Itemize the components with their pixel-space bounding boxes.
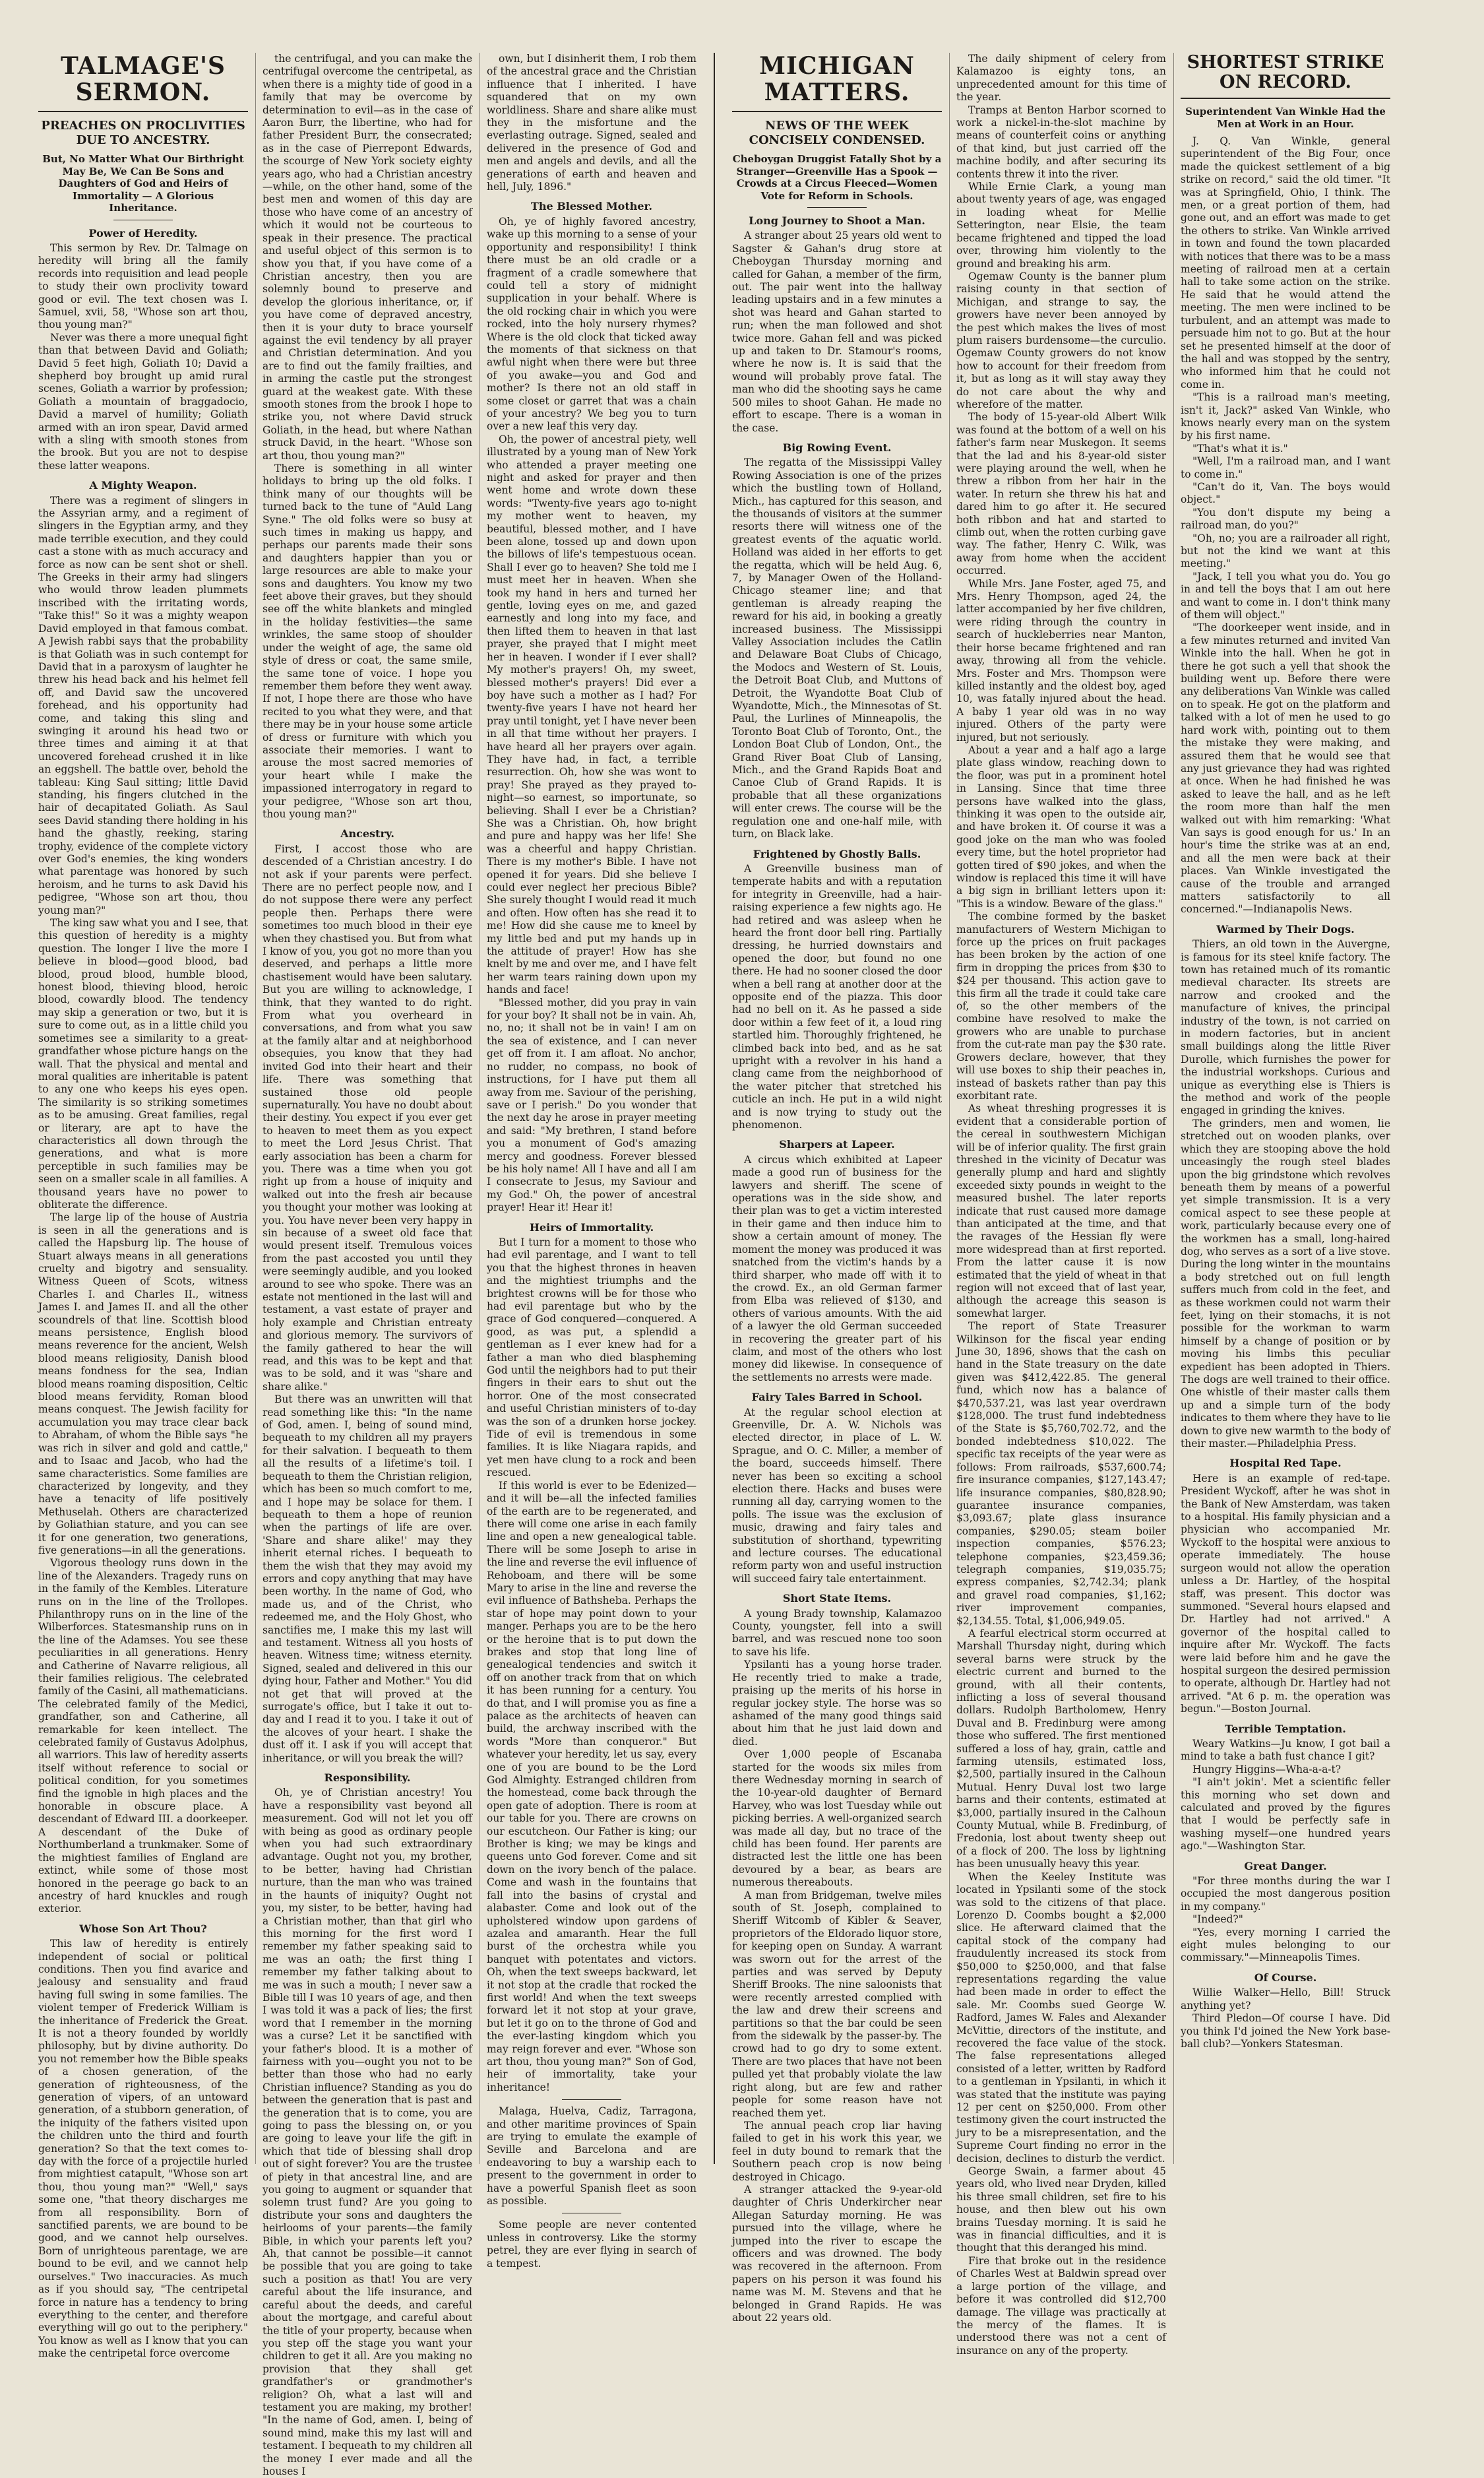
paragraph: Ogemaw County is the banner plum raising county in that section of Michigan, and strange to say, the growers have never been annoyed by the pest which makes the lives of most plum raisers burdensome—the curculio. Ogemaw County growers do not know how to account for their freedom from it, but as long as it will stay away they do not care about the why and wherefore of the matter. (956, 270, 1166, 410)
paragraph: While Mrs. Jane Foster, aged 75, and Mrs. Henry Thompson, aged 24, the latter accompanied by her five children, were riding through the country in search of huckleberries near Manton, their horse became frightened and ran away, throwing all from the vehicle. Mrs. Foster and Mrs. Thompson were killed instantly and the oldest boy, aged 10, was fatally injured about the head. A baby 1 year old was in no way injured. Others of the party were injured, but not seriously. (956, 577, 1166, 744)
paragraph: The regatta of the Mississippi Valley Rowing Association is one of the prizes which the bustling town of Holland, Mich., has captured for this season, and the thousands of visitors at the summer resorts there will witness one of the greatest events of the aquatic world. Holland was aided in her efforts to get the regatta, which will be held Aug. 6, 7, by Manager Owen of the Holland-Chicago steamer line; and that gentleman is already reaping the reward for his aid, in booking a greatly increased business. The Mississippi Valley Association includes the Catlin and Delaware Boat Clubs of Chicago, the Modocs and Western of St. Louis, the Detroit Boat Club, and Muttons of Detroit, the Wyandotte Boat Club of Wyandotte, Mich., the Minnesotas of St. Paul, the Lurlines of Minneapolis, the Toronto Boat Club of Toronto, Ont., the London Boat Club of London, Ont., the Grand River Boat Club of Lansing, Mich., and the Grand Rapids Boat and Canoe Club of Grand Rapids. It is probable that all these organizations will enter crews. The course will be the regulation one and one-half mile, with turn, on Black lake. (732, 457, 942, 841)
paragraph: When the Keeley Institute was located in Ypsilanti some of the stock was sold to the citizens of that place. Lorenzo D. Coombs bought a $2,000 slice. He afterward claimed that the capital stock of the company had fraudulently increased its stock from $50,000 to $250,000, and that false representations regarding the value had been made in order to effect the sale. Mr. Coombs sued George W. Radford, James W. Fales and Alexander McVittie, directors of the institute, and recovered the face value of the stock. The false representations alleged consisted of a letter, written by Radford to a gentleman in Ypsilanti, in which it was stated that the institute was paying 12 per cent on $250,000. From other testimony given the court instructed the jury to be a misrepresentation, and the Supreme Court finding no error in the decision, declines to disturb the verdict. (956, 1870, 1166, 2165)
section-heading: Short State Items. (782, 1592, 892, 1605)
paragraph: Here is an example of red-tape. President Wyckoff, after he was shot in the Bank of New Amsterdam, was taken to a hospital. His family physician and a physician who accompanied Mr. Wyckoff to the hospital were anxious to operate immediately. The house surgeon would not allow the operation unless a Dr. Hartley, of the hospital staff, was present. This doctor was summoned. "Several hours elapsed and Dr. Hartley had not arrived." A governor of the hospital called to inquire after Mr. Wyckoff. The facts were laid before him and he gave the hospital surgeon the desired permission to operate, although Dr. Hartley had not arrived. "At 6 p. m. the operation was begun."—Boston Journal. (1181, 1472, 1390, 1715)
paragraph: Hungry Higgins—Wha-a-a-t? (1192, 1763, 1342, 1775)
paragraph: The king saw what you and I see, that this question of heredity is a mighty question. The longer I live the more I believe in blood—good blood, bad blood, proud blood, humble blood, honest blood, thieving blood, heroic blood, cowardly blood. The tendency may skip a generation or two, but it is sure to come out, as in a little child you sometimes see a similarity to a great-grandfather whose picture hangs on the wall. That the physical and mental and moral qualities are inheritable is patent to any one who keeps his eyes open. The similarity is so striking sometimes as to be amusing. Great families, regal or literary, are apt to have the characteristics all down through the generations, and what is more perceptible in such families may be seen on a smaller scale in all families. A thousand years have no power to obliterate the difference. (38, 917, 248, 1211)
paragraph: "Oh, no; you are a railroader all right, but not the kind we want at this meeting." (1181, 532, 1390, 570)
section-heading: Of Course. (1254, 1971, 1317, 1984)
paragraph: A man from Bridgeman, twelve miles south of St. Joseph, complained to Sheriff Witcomb of Kibler & Seaver, proprietors of the Eldorado liquor store, for keeping open on Sunday. A warrant was sworn out for the arrest of the parties and was served by Deputy Sheriff Brooks. The nine saloonists that were recently arrested complied with the law and drew their screens and partitions so that the bar could be seen from the sidewalk by the passer-by. The crowd had to go dry to some extent. There are two places that have not been pulled yet that probably violate the law right along, but are few and rather people for some reason have not reached them yet. (732, 1889, 942, 2119)
paragraph: "Yes, every morning I carried the eight mules belonging to our commissary."—Minneapolis Times. (1181, 1926, 1390, 1964)
paragraph: The report of State Treasurer Wilkinson for the fiscal year ending June 30, 1896, shows that the cash on hand in the State treasury on the date given was $412,422.85. The general fund, which now has a balance of $470,537.21, was last year overdrawn $128,000. The trust fund indebtedness of the State is $5,760,702.72, and the bonded indebtedness $10,022. The specific tax receipts of the year were as follows: From railroads, $537,600.74; fire insurance companies, $127,143.47; life insurance companies, $80,828.90; guarantee insurance companies, $3,093.67; plate glass insurance companies, $290.05; steam boiler inspection companies, $576.23; telephone companies, $23,459.36; telegraph companies, $19,035.75; express companies, $2,742.34; plank and gravel road companies, $1,162; river improvement companies, $2,134.55. Total, $1,006,949.05. (956, 1320, 1166, 1627)
section-heading: Big Rowing Event. (782, 441, 892, 454)
section-heading: Sharpers at Lapeer. (779, 1138, 895, 1151)
paragraph: "The doorkeeper went inside, and in a few minutes returned and invited Van Winkle into the hall. When he got in there he got such a yell that shook the building went up. Before there were any deliberations Van Winkle was called on to speak. He got on the platform and talked with a lot of men he used to go hard work with, pointing out to them the mistake they were making, and assured them that he would see that any just grievance they had was righted at once. When he had finished he was asked to leave the hall, and as he left the room more than half the men walked out with him remarking: 'What Van says is good enough for us.' In an hour's time the strike was at an end, and all the men were back at their places. Van Winkle investigated the cause of the trouble and arranged matters satisfactorily to all concerned."—Indianapolis News. (1181, 621, 1390, 916)
paragraph: Oh, ye of highly favored ancestry, wake up this morning to a sense of your opportunity and responsibility! I think there must be an old cradle or a fragment of a cradle somewhere that could tell a story of midnight supplication in your behalf. Where is the old rocking chair in which you were rocked, into the holy nursery rhymes? Where is the old clock that ticked away the moments of that sickness on that awful night when there were but three of you awake—you and God and mother? Is there not an old staff in some closet or garret that was a chain of your ancestry? We beg you to turn over a new leaf this very day. (487, 215, 696, 433)
paragraph: If this world is ever to be Edenized—and it will be—all the infected families of the earth are to be regenerated, and there will come one arise in each family line and open a new genealogical table. There will be some Joseph to arise in the line and reverse the evil influence of Rehoboam, and there will be some Mary to arise in the line and reverse the evil influence of Bathsheba. Perhaps the star of hope may point down to your manger. Perhaps you are to be the hero or the heroine that is to put down the brakes and stop that long line of genealogical tendencies and switch it off on another track from that on which it has been running for a century. You do that, and I will promise you as fine a palace as the architects of heaven can build, the archway inscribed with the words "More than conqueror." But whatever your heredity, let us say, every one of you are bound to be the Lord God Almighty. Estranged children from the homestead, come back through the open gate of adoption. There is room at our table for you. There are crowns on our escutcheon. Our Father is king; our Brother is king; we may be kings and queens unto God forever. Come and sit down on the ivory bench of the palace. Come and wash in the fountains that fall into the basins of crystal and alabaster. Come and look out of the upholstered window upon gardens of azalea and amaranth. Hear the full burst of the orchestra while you banquet with potentates and victors. Oh, when the text sweeps backward, let it not stop at the cradle that rocked the first world! And when the text sweeps forward let it not stop at your grave, but let it go on to the throne of God and the ever-lasting kingdom which you may reign forever and ever. "Whose son art thou, thou young man?" Son of God, heir of immortality, take your inheritance! (487, 1479, 696, 2093)
talmage-sermon-headline: TALMAGE'S SERMON. (38, 53, 248, 112)
paragraph: A circus which exhibited at Lapeer made a good run of business for the lawyers and sheriff. The scene of operations was in the side show, and their plan was to get a victim interested in their game and then induce him to show a certain amount of money. The moment the money was produced it was snatched from the victim's hands by a third sharper, who made off with it to the crowd. Ex., an old German farmer from Elba was relieved of $130, and others of various amounts. With the aid of a lawyer the old German succeeded in recovering the greater part of his claim, and most of the others who lost money did likewise. In consequence of the settlements no arrests were made. (732, 1153, 942, 1383)
paragraph: "I ain't jokin'. Met a scientific feller this morning who set down and calculated and proved by the figures that I would be perfectly safe in washing myself—one hundred years ago."—Washington Star. (1181, 1776, 1390, 1853)
paragraph: The grinders, men and women, lie stretched out on wooden planks, over which they are stooping above the hold unceasingly the rough steel blades upon the big grindstone which revolves beneath them by means of a powerful yet simple transmission. It is a very comical aspect to see these people at work, particularly because every one of the workmen has a small, long-haired dog, who serves as a sort of a live stove. During the long winter in the mountains a body stretched out on full length suffers much from cold in the feet, and as these workmen could not warm their feet, lying on their stomachs, it is not possible for the workman to warm himself by a change of position or by moving his limbs this peculiar expedient has been adopted in Thiers. The dogs are well trained to their office. One whistle of their master calls them up and a simple turn of the body indicates to them where they have to lie down to give new warmth to the body of their master.—Philadelphia Press. (1181, 1117, 1390, 1450)
paragraph: Malaga, Huelva, Cadiz, Tarragona, and other maritime provinces of Spain are trying to emulate the example of Seville and Barcelona and are endeavoring to buy a warship each to present to the government in order to have a powerful Spanish fleet as soon as possible. (487, 2105, 696, 2208)
shortest-strike-headline: SHORTEST STRIKE ON RECORD. (1181, 53, 1390, 99)
column-3 (487, 53, 697, 2270)
paragraph: Thiers, an old town in the Auvergne, is famous for its steel knife factory. The town has retained much of its romantic medieval character. Its streets are narrow and crooked and the manufacture of knives, the principal industry of the town, is not carried on in modern factories, but in ancient small buildings along the little River Durolle, which furnishes the power for the industrial workshops. Curious and unique as everything else is Thiers is the method and work of the people engaged in grinding the knives. (1181, 938, 1390, 1117)
section-heading: The Blessed Mother. (530, 200, 653, 213)
paragraph: own, but I disinherit them, I rob them of the ancestral grace and the Christian influence that I inherited. I have squandered that on my own worldliness. Share and share alike must they in the misfortune and the everlasting outrage. Signed, sealed and delivered in the presence of God and men and angels and devils, and all the generations of earth and heaven and hell, July, 1896." (487, 53, 696, 193)
paragraph: "That's what it is." (1192, 442, 1288, 455)
column-1 (38, 52, 248, 2360)
paragraph: Vigorous theology runs down in the line of the Alexanders. Tragedy runs on in the family of the Kembles. Literature runs on in the line of the Trollopes. Philanthropy runs on in the line of the Wilberforces. Statesmanship runs on in the line of the Adamses. You see these peculiarities in all generations. Henry and Catherine of Navarre religious, all their families religious. The celebrated family of the Casini, all mathematicians. The celebrated family of the Medici, grandfather, son and Catherine, all remarkable for keen intellect. The celebrated family of Gustavus Adolphus, all warriors. This law of heredity asserts itself without reference to social or political condition, for you sometimes find the ignoble in high places and the honorable in obscure place. A descendant of Edward III. a doorkeeper. A descendant of the Duke of Northumberland a trunkmaker. Some of the mightiest families of England are extinct, while some of those most honored in the peerage go back to an ancestry of hard knuckles and rough exterior. (38, 1557, 248, 1915)
paragraph: While Ernie Clark, a young man about twenty years of age, was engaged in loading wheat for Mellie Setterington, near Elsie, the team became frightened and tipped the load over, throwing him violently to the ground and breaking his arm. (956, 181, 1166, 270)
column-2 (263, 53, 472, 2477)
sermon-deck: PREACHES ON PROCLIVITIES DUE TO ANCESTRY. (41, 119, 245, 147)
section-heading: Terrible Temptation. (1225, 1722, 1346, 1735)
paragraph: At the regular school election at Greenville, Dr. A. W. Nichols was elected director, in place of L. W. Sprague, and O. C. Miller, a member of the board, succeeds himself. There never has been so exciting a school election there. Hacks and buses were running all day, carrying women to the polls. The issue was the exclusion of music, drawing and fairy tales and substitution of shorthand, typewriting and lecture courses. The educational reform party won and useful instruction will succeed fairy tale entertainment. (732, 1406, 942, 1585)
section-heading: Heirs of Immortality. (529, 1221, 654, 1234)
section-heading: Frightened by Ghostly Balls. (753, 847, 921, 860)
paragraph: "Well, I'm a railroad man, and I want to come in." (1181, 455, 1390, 480)
paragraph: There is something in all winter holidays to bring up the old folks. I think many of our thoughts will be turned back to the tune of "Auld Lang Syne." The old folks were so busy at such times in making us happy, and perhaps our parents made their sons and daughters happier than you or large resources are able to make your sons and daughters. You know my two feet above their graves, but they should see off the white blankets and mingled in the holiday festivities—the same wrinkles, the same stoop of shoulder under the weight of age, the same old style of dress or coat, the same smile, the same tone of voice. I hope you remember them before they went away. If not, I hope there are those who have recited to you what they were, and that there may be in your house some article of dress or furniture with which you associate their memories. I want to arouse the most sacred memories of your heart while I make the impassioned interrogatory in regard to your pedigree, "Whose son art thou, thou young man?" (263, 462, 472, 820)
column-rule (949, 53, 950, 2164)
paragraph: First, I accost those who are descended of a Christian ancestry. I do not ask if your parents were perfect. There are no perfect people now, and I do not suppose there were any perfect people then. Perhaps there were sometimes too much blood in their eye when they chastised you. But from what I know of you, you got no more than you deserved, and perhaps a little more chastisement would have been salutary. But you are willing to acknowledge, I think, that they wanted to do right. From what you overheard in conversations, and from what you saw at the family altar and at neighborhood obsequies, you know that they had invited God into their heart and their life. There was something that sustained those old people supernaturally. You have no doubt about their destiny. You expect if you ever get to heaven to meet them as you expect to meet the Lord Jesus Christ. That early association has been a charm for you. There was a time when you got right up from a house of iniquity and walked out into the fresh air because you thought your mother was looking at you. You have never been very happy in sin because of a sweet old face that would present itself. Tremulous voices from the past accosted you until they were seemingly audible, and you looked around to see who spoke. There was an estate not mentioned in the last will and testament, a vast estate of prayer and holy example and Christian entreaty and glorious memory. The survivors of the family gathered to hear the will read, and this was to be kept and that was to be sold, and it was "share and share alike." (263, 842, 472, 1393)
paragraph: "You don't dispute my being a railroad man, do you?" (1181, 506, 1390, 532)
paragraph: The body of 15-year-old Albert Wilk was found at the bottom of a well on his father's farm near Muskegon. It seems that the lad and his 8-year-old sister were playing around the well, when he threw a ribbon from her hair in the water. In return she threw his hat and dared him to go after it. He secured both ribbon and hat and started to climb out, when the rotten curbing gave way. The father, Henry C. Wilk, was away from home when the accident occurred. (956, 411, 1166, 577)
strike-subdeck: Superintendent Van Winkle Had the Men at Work in an Hour. (1185, 106, 1386, 130)
section-heading: Whose Son Art Thou? (79, 1922, 207, 1935)
paragraph: A young Brady township, Kalamazoo County, youngster, fell into a swill barrel, and was rescued none too soon to save his life. (732, 1607, 942, 1658)
paragraph: This law of heredity is entirely independent of social or political conditions. Then you find avarice and jealousy and sensuality and fraud having full swing in some families. The violent temper of Frederick William is the inheritance of Frederick the Great. It is not a theory founded by worldly philosophy, but by divine authority. Do you not remember how the Bible speaks of a chosen generation, of the generation of righteousness, of the generation of vipers, of an untoward generation, of a stubborn generation, of the iniquity of the fathers visited upon the children unto the third and fourth generation? So that the text comes to-day with the force of a projectile hurled from mightiest catapult, "Whose son art thou, thou young man?" "Well," says some one, "that theory discharges me from all responsibility. Born of sanctified parents, we are bound to be good, and we cannot help ourselves. Born of unrighteous parentage, we are bound to be evil, and we cannot help ourselves." Two inaccuracies. As much as if you should say, "The centripetal force in nature has a tendency to bring everything to the center, and therefore everything will go out to the periphery." You know as well as I know that you can make the centripetal force overcome (38, 1938, 248, 2360)
paragraph: Over 1,000 people of Escanaba started for the woods six miles from there Wednesday morning in search of the 10-year-old daughter of Bernard Harvey, who was lost Tuesday while out picking berries. A well-organized search was made all day, but no trace of the child has been found. Her parents are distracted lest the little one has been devoured by a bear, as bears are numerous thereabouts. (732, 1748, 942, 1889)
section-heading: Hospital Red Tape. (1229, 1457, 1342, 1470)
paragraph: But I turn for a moment to those who had evil parentage, and I want to tell you that the highest thrones in heaven and the mightiest triumphs and the brightest crowns will be for those who had evil parentage but who by the grace of God conquered—conquered. A good, as was put, a splendid a gentleman as I ever knew had for a father a man who died blaspheming God until the neighbors had to put their fingers in their ears to shut out the horror. One of the most consecrated and useful Christian ministers of to-day was the son of a drunken horse jockey. Tide of evil is tremendous in some families. It is like Niagara rapids, and yet men have clung to a rock and been rescued. (487, 1236, 696, 1479)
sermon-subdeck: But, No Matter What Our Birthright May Be, We Can Be Sons and Daughters of God and Heirs of Immortality — A Glorious Inheritance. (42, 153, 244, 214)
michigan-matters-headline: MICHIGAN MATTERS. (732, 53, 942, 112)
section-heading: Fairy Tales Barred in School. (751, 1391, 923, 1404)
divider (807, 207, 867, 208)
paragraph: There was a regiment of slingers in the Assyrian army, and a regiment of slingers in the Egyptian army, and they made terrible execution, and they could cast a stone with as much accuracy and force as now can be sent shot or shell. The Greeks in their army had slingers who would throw leaden plummets inscribed with the irritating words, "Take this!" So it was a mighty weapon David employed in that famous combat. A Jewish rabbi says that the probability is that Goliath was in such contempt for David that in a paroxysm of laughter he threw his head back and his helmet fell off, and David saw the uncovered forehead, and his opportunity had come, and taking this sling and swinging it around his head two or three times and aiming it at that uncovered forehead crushed it in like an eggshell. The battle over, behold the tableau: King Saul sitting; little David standing, his fingers clutched in the hair of decapitated Goliath. As Saul sees David standing there holding in his hand the ghastly, reeking, staring trophy, evidence of the complete victory over God's enemies, the king wonders what parentage was honored by such heroism, and he turns to ask David his pedigree, "Whose son art thou, thou young man?" (38, 494, 248, 916)
column-6 (1181, 53, 1390, 2164)
column-rule (255, 53, 256, 2164)
paragraph: As wheat threshing progresses it is evident that a considerable portion of the cereal in southwestern Michigan will be of inferior quality. The first grain threshed in the vicinity of Decatur was generally plump and hard and slightly exceeded sixty pounds in weight to the measured bushel. The later reports indicate that rust caused more damage than anticipated at the time, and that the ravages of the Hessian fly were more widespread than at first reported. From the latter cause it is now estimated that the yield of wheat in that region will not exceed that of last year, although the acreage this season is somewhat larger. (956, 1102, 1166, 1319)
paragraph: Oh, ye of Christian ancestry! You have a responsibility vast beyond all measurement. God will not let you off with being as good as ordinary people when you had such extraordinary advantage. Ought not you, my brother, to be better, having had Christian nurture, than the man who was trained in the haunts of iniquity? Ought not you, my sister, to be better, having had a Christian mother, than that girl who this morning for the first word I remember my father speaking said to me was an oath; the first thing I remember my father talking about to me was in such a mouth; I never saw a Bible till I was 10 years of age, and then I was told it was a pack of lies; the first word that I remember in the morning was a curse? Let it be sanctified with your father's blood. It is a mother of fairness with you—ought you not to be better than those who had no early Christian influence? Standing as you do between the generation that is past and the generation that is to come, you are going to pass the blessing on, or you are going to leave your life the gift in which that tide of blessing shall drop out of sight forever? You are the trustee of piety in that ancestral line, and are you going to augment or squander that solemn trust fund? Are you going to distribute your sons and daughters the heirlooms of your parents—the family Bible, in which your parents left you? Ah, that cannot be possible—it cannot be possible that you are going to take such a position as that! You are very careful about the life insurance, and careful about the deeds, and careful about the mortgage, and careful about the title of your property, because when you step off the stage you want your children to get it all. Are you making no provision that they shall get grandfather's or grandmother's religion? Oh, what a last will and testament you are making, my brother! "In the name of God, amen. I, being of sound mind, make this my last will and testament. I bequeath to my children all the money I ever made and all the houses I (263, 1787, 472, 2477)
paragraph: The large lip of the house of Austria is seen in all the generations and is called the Hapsburg lip. The house of Stuart always means in all generations cruelty and bigotry and sensuality. Witness Queen of Scots, witness Charles I. and Charles II., witness James I. and James II. and all the other scoundrels of that line. Scottish blood means persistence, English blood means reverence for the ancient, Welsh blood means religiosity, Danish blood means fondness for the sea, Indian blood means roaming disposition, Celtic blood means fervidity, Roman blood means conquest. The Jewish facility for accumulation you may trace clear back to Abraham, of whom the Bible says "he was rich in silver and gold and cattle," and to Isaac and Jacob, who had the same characteristics. Some families are characterized by longevity, and they have a tenacity of life positively Methuselah. Others are characterized by Goliathian stature, and you can see it for one generation, two generations, five generations—in all the generations. (38, 1211, 248, 1556)
paragraph: "For three months during the war I occupied the most dangerous position in my company." (1181, 1875, 1390, 1913)
paragraph: Never was there a more unequal fight than that between David and Goliath; David 5 feet high, Goliath 10; David a shepherd boy brought up amid rural scenes, Goliath a warrior by profession; Goliath a mountain of braggadocio, David a marvel of humility; Goliath armed with an iron spear, David armed with a sling with smooth stones from the brook. But you are not to despise these latter weapons. (38, 331, 248, 472)
paragraph: "Blessed mother, did you pray in vain for your boy? It shall not be in vain. Ah, no, no; it shall not be in vain! I am on the sea of existence, and I can never get off from it. I am afloat. No anchor, no rudder, no compass, no book of instructions, for I have put them all away from me. Saviour of the perishing, save or I perish." Do you wonder that the next day he arose in prayer meeting and said: "My brethren, I stand before you a monument of God's amazing mercy and goodness. Forever blessed be his holy name! All I have and all I am I consecrate to Jesus, my Saviour and my God." Oh, the power of ancestral prayer! Hear it! Hear it! (487, 996, 696, 1214)
paragraph: The daily shipment of celery from Kalamazoo is eighty tons, an unprecedented amount for this time of the year. (956, 53, 1166, 104)
paragraph: "This is a railroad man's meeting, isn't it, Jack?" asked Van Winkle, who knows nearly every man on the system by his first name. (1181, 391, 1390, 442)
paragraph: But there was an unwritten will that read something like this: "In the name of God, amen. I, being of sound mind, bequeath to my children all my prayers for their salvation. I bequeath to them all the results of a lifetime's toil. I bequeath to them the Christian religion, which has been so much comfort to me, and I hope may be solace for them. I bequeath to them a hope of reunion when the partings of life are over. 'Share and share alike!' may they inherit eternal riches. I bequeath to them the wish that they may avoid my errors and copy anything that may have been worthy. In the name of God, who made us, and of the Christ, who redeemed me, and the Holy Ghost, who sanctifies me, I make this my last will and testament. Witness all you hosts of heaven. Witness time; witness eternity. Signed, sealed and delivered in this our dying hour, Father and Mother." You did not get that will proved at the surrogate's office, but I take it out to-day and I read it to you. I take it out of the alcoves of your heart. I shake the dust off it. I ask if you will accept that inheritance, or will you break the will? (263, 1393, 472, 1764)
section-heading: Responsibility. (324, 1771, 411, 1785)
section-heading: A Mighty Weapon. (89, 479, 197, 492)
column-rule (1173, 53, 1174, 2164)
column-4 (732, 52, 942, 2324)
paragraph: Oh, the power of ancestral piety, well illustrated by a young man of New York who attended a prayer meeting one night and asked for prayer and then went home and wrote down these words: "Twenty-five years ago to-night my mother went to heaven, my beautiful, blessed mother, and I have been alone, tossed up and down upon the billows of life's tempestuous ocean. Shall I ever go to heaven? She told me I must meet her in heaven. When she took my hand in hers and turned her gentle, loving eyes on me, and gazed earnestly and long into my face, and then lifted them to heaven in that last prayer, she prayed that I might meet her in heaven. I wonder if I ever shall? My mother's prayers! Oh, my sweet, blessed mother's prayers! Did ever a boy have such a mother as I had? For twenty-five years I have not heard her pray until tonight, yet I have never been in all that time without her prayers. I have heard all her prayers over again. They have had, in fact, a terrible resurrection. Oh, how she was wont to pray! She prayed as they prayed to-night—so earnest, so importunate, so believing. Shall I ever be a Christian? She was a Christian. Oh, how bright and pure and happy was her life! She was a cheerful and happy Christian. There is my mother's Bible. I have not opened it for years. Did she believe I could ever neglect her precious Bible? She surely thought I would read it much and often. How often has she read it to me! How did she cause me to kneel by my little bed and put my hands up in the attitude of prayer! How has she knelt by me and over me, and I have felt her warm tears raining down upon my hands and face! (487, 433, 697, 996)
paragraph: Some people are never contented unless in controversy. Like the stormy petrel, they are ever flying in search of a tempest. (487, 2219, 696, 2270)
paragraph: "Indeed?" (1192, 1913, 1243, 1926)
column-rule (479, 53, 480, 2164)
paragraph: The combine formed by the basket manufacturers of Western Michigan to force up the prices on fruit packages has been broken by the action of one firm in dropping the prices from $30 to $24 per thousand. This action gave to this firm all the trade it could take care of, so the other members of the combine have resolved to make the growers who are unable to purchase from the cut-rate man pay the $30 rate. Growers declare, however, that they will use boxes to ship their peaches in, instead of baskets rather than pay this exorbitant rate. (956, 910, 1166, 1102)
paragraph: Tramps at Benton Harbor scorned to work a nickel-in-the-slot machine by means of counterfeit coins or anything of that kind, but just carried off the machine bodily, and after securing its contents threw it into the river. (956, 104, 1166, 180)
paragraph: Fire that broke out in the residence of Charles West at Baldwin spread over a large portion of the village, and before it was controlled did $12,700 damage. The village was practically at the mercy of the flames. It is understood there was not a cent of insurance on any of the property. (956, 2254, 1166, 2357)
paragraph: "Can't do it, Van. The boys would object." (1181, 480, 1390, 506)
paragraph: A Greenville business man of temperate habits and with a reputation for integrity in Greenville, had a hair-raising experience a few nights ago. He had retired and was asleep when he heard the front door bell ring. Partially dressing, he hurried downstairs and opened the door, but found no one there. He had no sooner closed the door when a bell rang at another door at the opposite end of the piazza. This door had no bell on it. As he passed a side door within a few feet of it, a loud ring startled him. Thoroughly frightened, he climbed back into bed, and as he sat upright with a revolver in his hand a clang came from the neighborhood of the water pitcher that stretched his cuticle an inch. He put in a wild night and is now trying to study out the phenomenon. (732, 862, 942, 1131)
paragraph: This sermon by Rev. Dr. Talmage on heredity will bring all the family records into requisition and lead people to study their own proclivity toward good or evil. The text chosen was I. Samuel, xvii, 58, "Whose son art thou, thou young man?" (38, 241, 248, 331)
section-heading: Great Danger. (1244, 1859, 1327, 1872)
michigan-subdeck: Cheboygan Druggist Fatally Shot by a Stranger—Greenville Has a Spook —Crowds at a Circus Fleeced—Women Vote for Reform in Schools. (732, 153, 942, 202)
paragraph: The annual peach crop liar having failed to get in his work this year, we feel in duty bound to remark that the Southern peach crop is now being destroyed in Chicago. (732, 2119, 942, 2183)
page-gutter (714, 53, 715, 2164)
paragraph: Weary Watkins—Ju know, I got bail a mind to take a bath fust chance I git? (1181, 1737, 1390, 1763)
paragraph: A stranger attacked the 9-year-old daughter of Chris Underkircher near Allegan Saturday morning. He was pursued into the village, where he jumped into the river to escape the officers and was drowned. The body was recovered in the afternoon. From papers on his person it was found his name was M. M. Stevens and that he belonged in Grand Rapids. He was about 22 years old. (732, 2183, 942, 2324)
section-heading: Warmed by Their Dogs. (1216, 922, 1355, 936)
michigan-deck: NEWS OF THE WEEK CONCISELY CONDENSED. (749, 119, 925, 147)
paragraph: Ypsilanti has a young horse trader. He recently tried to make a trade, praising up the merits of his horse in regular jockey style. The horse was so ashamed of the many good things said about him that he just laid down and died. (732, 1659, 942, 1748)
section-heading: Ancestry. (340, 827, 394, 841)
section-heading: Power of Heredity. (88, 226, 198, 239)
paragraph: Willie Walker—Hello, Bill! Struck anything yet? (1181, 1986, 1390, 2012)
paragraph: About a year and a half ago a large plate glass window, reaching down to the floor, was put in a prominent hotel in Lansing. Since that time three persons have walked into the glass, thinking it was open to the outside air, and have broken it. Of course it was a good joke on the man who was fooled every time, but the hotel proprietor had gotten tired of $90 jokes, and when the window is replaced this time it will have a big sign in brilliant letters upon it: "This is a window. Beware of the glass." (956, 744, 1166, 910)
paragraph: "Jack, I tell you what you do. You go in and tell the boys that I am out here and want to come in. I don't think many of them will object." (1181, 570, 1390, 621)
paragraph: A stranger about 25 years old went to Sagster & Gahan's drug store at Cheboygan Thursday morning and called for Gahan, a member of the firm, out. The pair went into the hallway leading upstairs and in a few minutes a shot was heard and Gahan started to run; when the man followed and shot twice more. Gahan fell and was picked up and taken to Dr. Stamour's rooms, where he now is. It is said that the wound will probably prove fatal. The man who did the shooting says he came 500 miles to shoot Gahan. He made no effort to escape. There is a woman in the case. (732, 230, 942, 434)
paragraph: A fearful electrical storm occurred at Marshall Thursday night, during which several barns were struck by the electric current and burned to the ground, with all their contents, inflicting a loss of several thousand dollars. Rudolph Bartholomew, Henry Duval and B. Fredinburg were among those who suffered. The first mentioned suffered a loss of hay, grain, cattle and farming utensils, estimated loss, $2,500, partially insured in the Calhoun Mutual. Henry Duval lost two large barns and their contents, estimated at $3,000, partially insured in the Calhoun County Mutual, while B. Fredinburg, of Fredonia, lost about twenty sheep out of a flock of 200. The loss by lightning has been unusually heavy this year. (956, 1627, 1166, 1870)
paragraph: J. Q. Van Winkle, general superintendent of the Big Four, once made the quickest settlement of a big strike on record," said the old timer. "It was at Springfield, Ohio, I think. The men, or a great portion of them, had gone out, and an effort was made to get the others to strike. Van Winkle arrived in town and found the town placarded with notices that there was to be a mass meeting of railroad men at a certain hall to take some action on the strike. He said that he would attend the meeting. The men were inclined to be turbulent, and an attempt was made to persuade him not to go. But at the hour set he presented himself at the door of the hall and was stopped by the sentry, who informed him that he could not come in. (1181, 135, 1391, 391)
paragraph: the centrifugal, and you can make the centrifugal overcome the centripetal, as when there is a mighty tide of good in a family that may be overcome by determination to evil—as in the case of Aaron Burr, the libertine, who had for father President Burr, the consecrated; as in the case of Pierrepont Edwards, the scourge of New York society eighty years ago, who had a Christian ancestry—while, on the other hand, some of the best men and women of this day are those who have come of an ancestry of which it would not be courteous to speak in their presence. The practical and useful object of this sermon is to show you that, if you have come of a Christian ancestry, then you are solemnly bound to preserve and develop the glorious inheritance, or, if you have come of depraved ancestry, then it is your duty to brace yourself against the evil tendency by all prayer and Christian determination. And you are to find out the family frailties, and in arming the castle put the strongest guard at the weakest gate. With these smooth stones from the brook I hope to strike you, not where David struck Goliath, in the head, but where Nathan struck David, in the heart. "Whose son art thou, thou young man?" (263, 53, 472, 462)
divider (562, 2099, 621, 2100)
column-5 (956, 53, 1166, 2357)
paragraph: Third Pledon—Of course I have. Did you think I'd joined the New York base-ball club?—Yonkers Statesman. (1181, 2012, 1390, 2050)
paragraph: George Swain, a farmer about 45 years old, who lived near Dryden, killed his three small children, set fire to his house, and then blew out his own brains Tuesday morning. It is said he was in financial difficulties, and it is thought that this deranged his mind. (956, 2165, 1166, 2254)
section-heading: Long Journey to Shoot a Man. (749, 214, 925, 227)
